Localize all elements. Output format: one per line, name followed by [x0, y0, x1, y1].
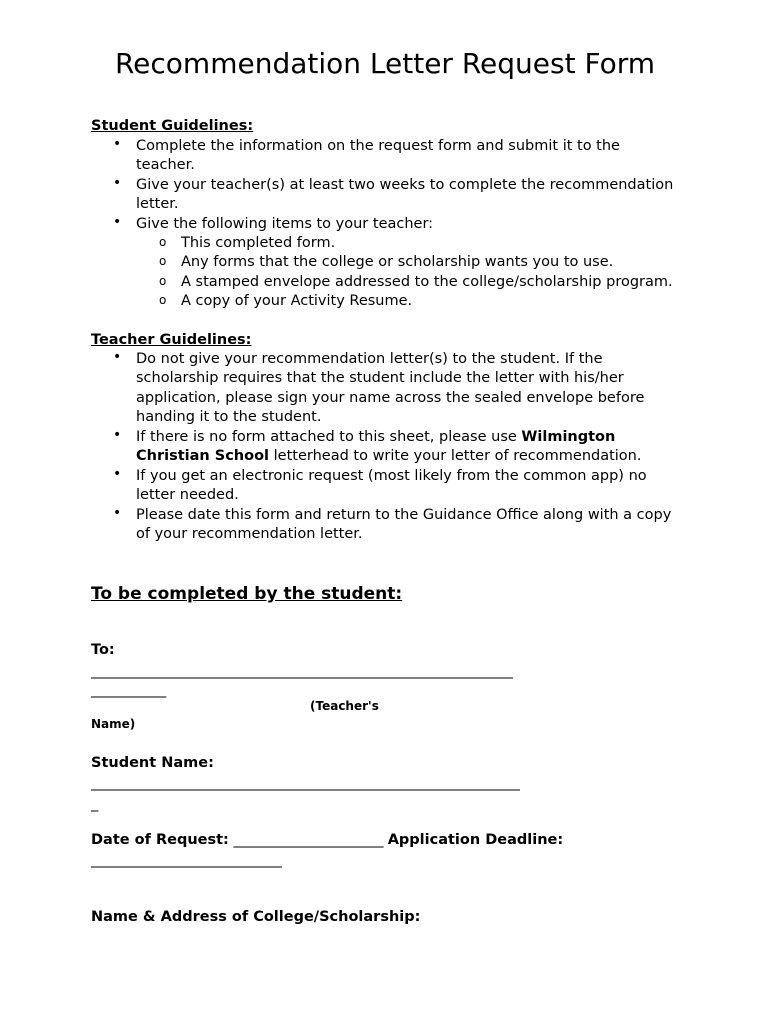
bullet-icon: •: [113, 505, 122, 521]
student-subitem: A copy of your Activity Resume.: [181, 293, 413, 309]
circle-bullet-icon: o: [159, 235, 167, 249]
application-deadline-field[interactable]: ____________________________: [91, 852, 282, 868]
student-name-field-continuation[interactable]: _: [91, 796, 99, 812]
teacher-name-field[interactable]: ______________________________________________________________: [91, 663, 513, 679]
page-title: Recommendation Letter Request Form: [114, 47, 656, 80]
date-row: [91, 831, 563, 851]
student-name-label: Student Name:: [91, 755, 214, 771]
teacher-guideline-1-line-4: handing it to the student.: [136, 409, 322, 425]
bullet-icon: •: [113, 466, 122, 482]
student-guideline-1-line-1: Complete the information on the request form and submit it to the: [136, 138, 620, 154]
circle-bullet-icon: o: [159, 293, 167, 307]
teacher-guideline-4-line-2: of your recommendation letter.: [136, 526, 363, 542]
bullet-icon: •: [113, 136, 122, 152]
student-guideline-2-line-2: letter.: [136, 196, 179, 212]
student-subitem: This completed form.: [181, 235, 336, 251]
bullet-icon: •: [113, 214, 122, 230]
name-label: Name): [91, 717, 136, 731]
teacher-guideline-2-line-2: [136, 447, 641, 467]
teacher-guideline-3-line-2: letter needed.: [136, 487, 239, 503]
to-label: To:: [91, 642, 115, 658]
school-name-part-1: Wilmington: [521, 429, 616, 445]
bullet-icon: •: [113, 349, 122, 365]
student-guideline-3: Give the following items to your teacher:: [136, 216, 434, 232]
teacher-guideline-2-line-1: [136, 428, 615, 448]
teachers-label: (Teacher's: [310, 699, 379, 713]
teacher-guideline-3-line-1: If you get an electronic request (most likely from the common app) no: [136, 468, 647, 484]
bullet-icon: •: [113, 427, 122, 443]
student-guideline-2-line-1: Give your teacher(s) at least two weeks to complete the recommendation: [136, 177, 674, 193]
student-section-heading: To be completed by the student:: [91, 584, 403, 604]
teacher-guideline-1-line-2: scholarship requires that the student include the letter with his/her: [136, 370, 624, 386]
circle-bullet-icon: o: [159, 254, 167, 268]
circle-bullet-icon: o: [159, 274, 167, 288]
application-deadline-label: Application Deadline:: [387, 832, 564, 848]
teacher-guideline-2-rest: letterhead to write your letter of recommendation.: [269, 448, 642, 464]
date-of-request-field[interactable]: ______________________: [233, 832, 384, 848]
college-name-address-label: Name & Address of College/Scholarship:: [91, 909, 421, 925]
teacher-guideline-4-line-1: Please date this form and return to the Guidance Office along with a copy: [136, 507, 672, 523]
bullet-icon: •: [113, 175, 122, 191]
student-name-field[interactable]: _______________________________________________________________: [91, 775, 520, 791]
date-of-request-label: Date of Request:: [91, 832, 229, 848]
teacher-name-field-continuation[interactable]: ___________: [91, 682, 166, 698]
teacher-guideline-1-line-1: Do not give your recommendation letter(s) to the student. If the: [136, 351, 603, 367]
teacher-guidelines-heading: Teacher Guidelines:: [91, 332, 252, 348]
student-guideline-1-line-2: teacher.: [136, 157, 195, 173]
teacher-guideline-2-text: If there is no form attached to this sheet, please use: [136, 429, 517, 445]
teacher-guideline-1-line-3: application, please sign your name across the sealed envelope before: [136, 390, 645, 406]
school-name-part-2: Christian School: [136, 448, 270, 464]
student-subitem: Any forms that the college or scholarship wants you to use.: [181, 254, 614, 270]
student-subitem: A stamped envelope addressed to the college/scholarship program.: [181, 274, 673, 290]
student-guidelines-heading: Student Guidelines:: [91, 118, 254, 134]
